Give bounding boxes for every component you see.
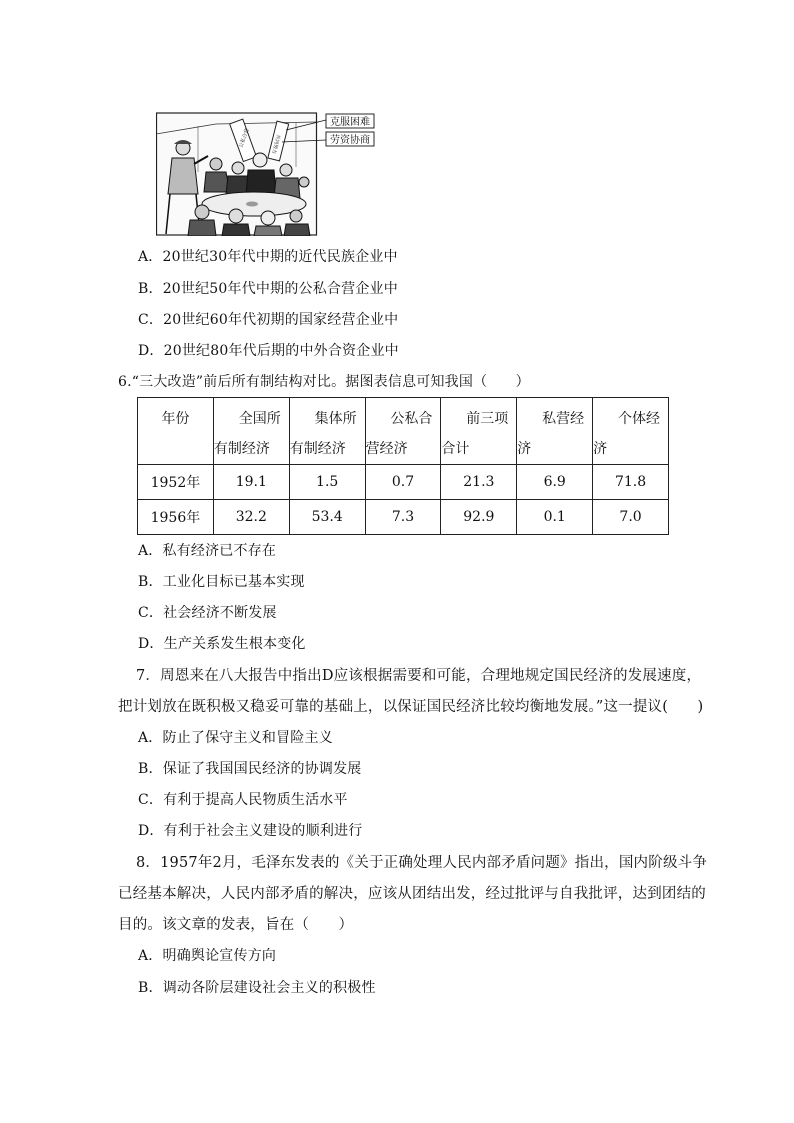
header-cell: [138, 398, 214, 465]
table-header-row: [138, 398, 669, 465]
header-line2: 营经济: [365, 441, 408, 457]
q6-option-b: B．工业化目标已基本实现: [138, 574, 305, 590]
ownership-table: [137, 397, 669, 535]
header-year: 年份: [161, 411, 190, 427]
header-line2: 济: [593, 441, 608, 457]
q7-option-a: A．防止了保守主义和冒险主义: [138, 730, 333, 746]
banner-right-text: 共同努力: [270, 133, 281, 155]
header-line1: 个体经: [618, 411, 660, 427]
q7-option-b: B．保证了我国国民经济的协调发展: [138, 761, 362, 777]
table-cell: 1952年: [138, 465, 214, 500]
header-line1: 集体所: [314, 411, 357, 427]
table-cell: 7.0: [593, 500, 669, 535]
q8-stem-line1: 8．1957年2月，毛泽东发表的《关于正确处理人民内部矛盾问题》指出，国内阶级斗争: [136, 855, 708, 871]
q5-option-c: C．20世纪60年代初期的国家经营企业中: [138, 312, 399, 328]
header-cell: [441, 398, 517, 465]
q6-option-d: D．生产关系发生根本变化: [138, 636, 306, 652]
q6-option-c: C．社会经济不断发展: [138, 605, 277, 621]
table-cell: 6.9: [517, 465, 593, 500]
header-line2: 济: [517, 441, 532, 457]
q5-option-d: D．20世纪80年代后期的中外合资企业中: [138, 343, 399, 359]
table-cell: 19.1: [213, 465, 289, 500]
banner-left-text: 公私合营: [238, 127, 251, 149]
q8-option-b: B．调动各阶层建设社会主义的积极性: [138, 980, 376, 996]
q7-option-d: D．有利于社会主义建设的顺利进行: [138, 823, 363, 839]
q8-option-a: A．明确舆论宣传方向: [138, 948, 277, 964]
table-cell: 21.3: [441, 465, 517, 500]
header-cell: [365, 398, 441, 465]
q8-stem-line2: 已经基本解决，人民内部矛盾的解决，应该从团结出发，经过批评与自我批评，达到团结的: [118, 886, 706, 902]
q6-option-a: A．私有经济已不存在: [138, 543, 277, 559]
header-cell: [517, 398, 593, 465]
q5-option-b: B．20世纪50年代中期的公私合营企业中: [138, 281, 398, 297]
header-line1: 私营经: [542, 411, 585, 427]
header-line2: 有制经济: [289, 441, 346, 457]
cartoon-illustration: [156, 112, 378, 236]
table-cell: 92.9: [441, 500, 517, 535]
callout-label-2: 劳资协商: [330, 135, 370, 146]
header-line1: 全国所: [238, 411, 281, 427]
table-cell: 71.8: [593, 465, 669, 500]
table-cell: 0.1: [517, 500, 593, 535]
table-cell: 32.2: [213, 500, 289, 535]
header-cell: [289, 398, 365, 465]
header-line2: 合计: [441, 441, 470, 457]
q8-stem-line3: 目的。该文章的发表，旨在（ ）: [118, 917, 354, 933]
table-cell: 7.3: [365, 500, 441, 535]
q7-stem-line2: 把计划放在既积极又稳妥可靠的基础上，以保证国民经济比较均衡地发展。”这一提议( ): [118, 699, 704, 715]
table-row: [138, 465, 669, 500]
header-line1: 前三项: [466, 411, 509, 427]
table-cell: 53.4: [289, 500, 365, 535]
table-row: [138, 500, 669, 535]
table-cell: 0.7: [365, 465, 441, 500]
q7-stem-line1: 7．周恩来在八大报告中指出D应该根据需要和可能，合理地规定国民经济的发展速度，: [136, 668, 702, 684]
header-line1: 公私合: [390, 411, 433, 427]
q7-option-c: C．有利于提高人民物质生活水平: [138, 792, 348, 808]
header-line2: 有制经济: [213, 441, 270, 457]
header-cell: [213, 398, 289, 465]
q5-option-a: A．20世纪30年代中期的近代民族企业中: [138, 249, 398, 265]
callout-label-1: 克服困难: [330, 117, 370, 128]
header-cell: [593, 398, 669, 465]
q6-stem: 6.“三大改造”前后所有制结构对比。据图表信息可知我国（ ）: [118, 374, 530, 390]
table-cell: 1.5: [289, 465, 365, 500]
table-cell: 1956年: [138, 500, 214, 535]
